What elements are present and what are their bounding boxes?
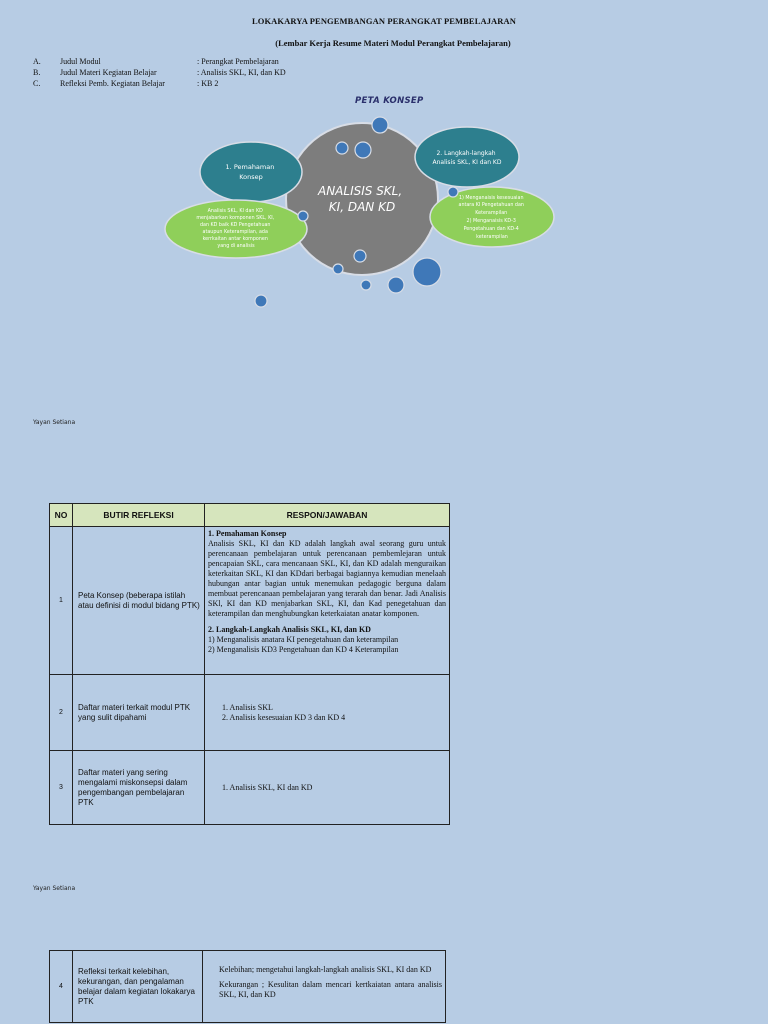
- meta-label: Refleksi Pemb. Kegiatan Belajar: [60, 79, 165, 88]
- reflection-table: [49, 503, 450, 825]
- header-respon: RESPON/JAWABAN: [205, 504, 450, 527]
- response-item: 2) Menganalisis KD3 Pengetahuan dan KD 4 Keterampilan: [208, 645, 399, 654]
- meta-key: A.: [33, 57, 41, 66]
- header-butir: BUTIR REFLEKSI: [73, 504, 205, 527]
- response-heading: 1. Pemahaman Konsep: [208, 529, 287, 538]
- row-number: 3: [50, 751, 73, 825]
- row-response: [205, 675, 450, 751]
- node-pemahaman-label: 1. Pemahaman Konsep: [225, 163, 275, 181]
- row-number: 1: [50, 527, 73, 675]
- response-item: 1) Menganalisis anatara KI penegetahuan dan keterampilan: [208, 635, 399, 644]
- table-header-row: [50, 504, 450, 527]
- row-butir: Daftar materi yang sering mengalami miskonsepsi dalam pengembangan pembelajaran PTK: [73, 751, 205, 825]
- header-no: NO: [50, 504, 73, 527]
- note-right-text: 1) Menganaisis kesesuaian antara KI Pengetahuan dan Keterampilan 2) Menganaisis KD-3 Pengetahuan dan KD-4 keterampilan: [458, 196, 524, 240]
- row-butir: Daftar materi terkait modul PTK yang sulit dipahami: [73, 675, 205, 751]
- meta-value: : Analisis SKL, KI, dan KD: [197, 68, 286, 77]
- concept-map: [0, 0, 768, 330]
- note-left-text: Analisis SKL, KI dan KD menjabarkan komponen SKL, KI, dan KD baik KD Pengetahuan ataupun Keterampilan, ada kerrkaitan antar komponen yang di analisis: [196, 209, 275, 249]
- node-langkah-analisis: [415, 127, 519, 187]
- response-paragraph: Kekurangan ; Kesulitan dalam mencari kertkaiatan antara analisis SKL, KI, dan KD: [219, 980, 442, 999]
- meta-value: : KB 2: [197, 79, 219, 88]
- concept-map-title: PETA KONSEP: [355, 96, 424, 106]
- row-butir: Refleksi terkait kelebihan, kekurangan, dan pengalaman belajar dalam kegiatan lokakarya PTK: [73, 951, 203, 1023]
- response-paragraph: Analisis SKL, KI dan KD adalah langkah awal seorang guru untuk perencanaan pembelajaran untuk perencanaan pembemlejaran untuk pencapaian SKL, cara mencanaan SKL, KI, dan KD adalah menguraikan keterkaitan SKL, KI dan KDdari berbagai bagiannya kemudian menelaah hubungan antar bagian untuk menemukan pedagogic berguna dalam membuat perencanaan pembelajaran yang terarah dan benar. Jadi Analisis SKl, KI dan KD menjabarkan SKL, KI, dan Kad penegetahuan dan keterampilan dan menghubungkan keterkaiatan anatar komponen.: [208, 539, 446, 618]
- row-number: 2: [50, 675, 73, 751]
- author-label: Yayan Setiana: [33, 885, 76, 892]
- meta-value: : Perangkat Pembelajaran: [197, 57, 279, 66]
- meta-label: Judul Materi Kegiatan Belajar: [60, 68, 157, 77]
- row-number: 4: [50, 951, 73, 1023]
- response-item: 2. Analisis kesesuaian KD 3 dan KD 4: [222, 712, 346, 722]
- response-paragraph: Kelebihan; mengetahui langkah-langkah analisis SKL, KI dan KD: [219, 965, 432, 974]
- row-response: [203, 951, 446, 1023]
- response-heading: 2. Langkah-Langkah Analisis SKL, KI, dan KD: [208, 625, 371, 634]
- row-butir: Peta Konsep (beberapa istilah atau definisi di modul bidang PTK): [73, 527, 205, 675]
- table-row: [50, 951, 446, 1023]
- table-row: [50, 751, 450, 825]
- center-label: ANALISIS SKL, KI, DAN KD: [317, 184, 403, 214]
- meta-key: C.: [33, 79, 41, 88]
- response-item: 1. Analisis SKL, KI dan KD: [222, 782, 313, 792]
- table-row: [50, 527, 450, 675]
- meta-label: Judul Modul: [60, 57, 101, 66]
- node-langkah-label: 2. Langkah-langkah Analisis SKL, KI dan KD: [432, 150, 502, 166]
- reflection-table-continued: [49, 950, 446, 1023]
- table-row: [50, 675, 450, 751]
- document-title: LOKAKARYA PENGEMBANGAN PERANGKAT PEMBELAJARAN: [251, 16, 517, 26]
- node-pemahaman-konsep: [200, 142, 302, 202]
- document-subtitle: (Lembar Kerja Resume Materi Modul Perangkat Pembelajaran): [275, 38, 511, 48]
- response-item: 1. Analisis SKL: [222, 702, 273, 712]
- author-label: Yayan Setiana: [33, 419, 76, 426]
- row-response: [205, 751, 450, 825]
- meta-key: B.: [33, 68, 41, 77]
- row-response: [205, 527, 450, 675]
